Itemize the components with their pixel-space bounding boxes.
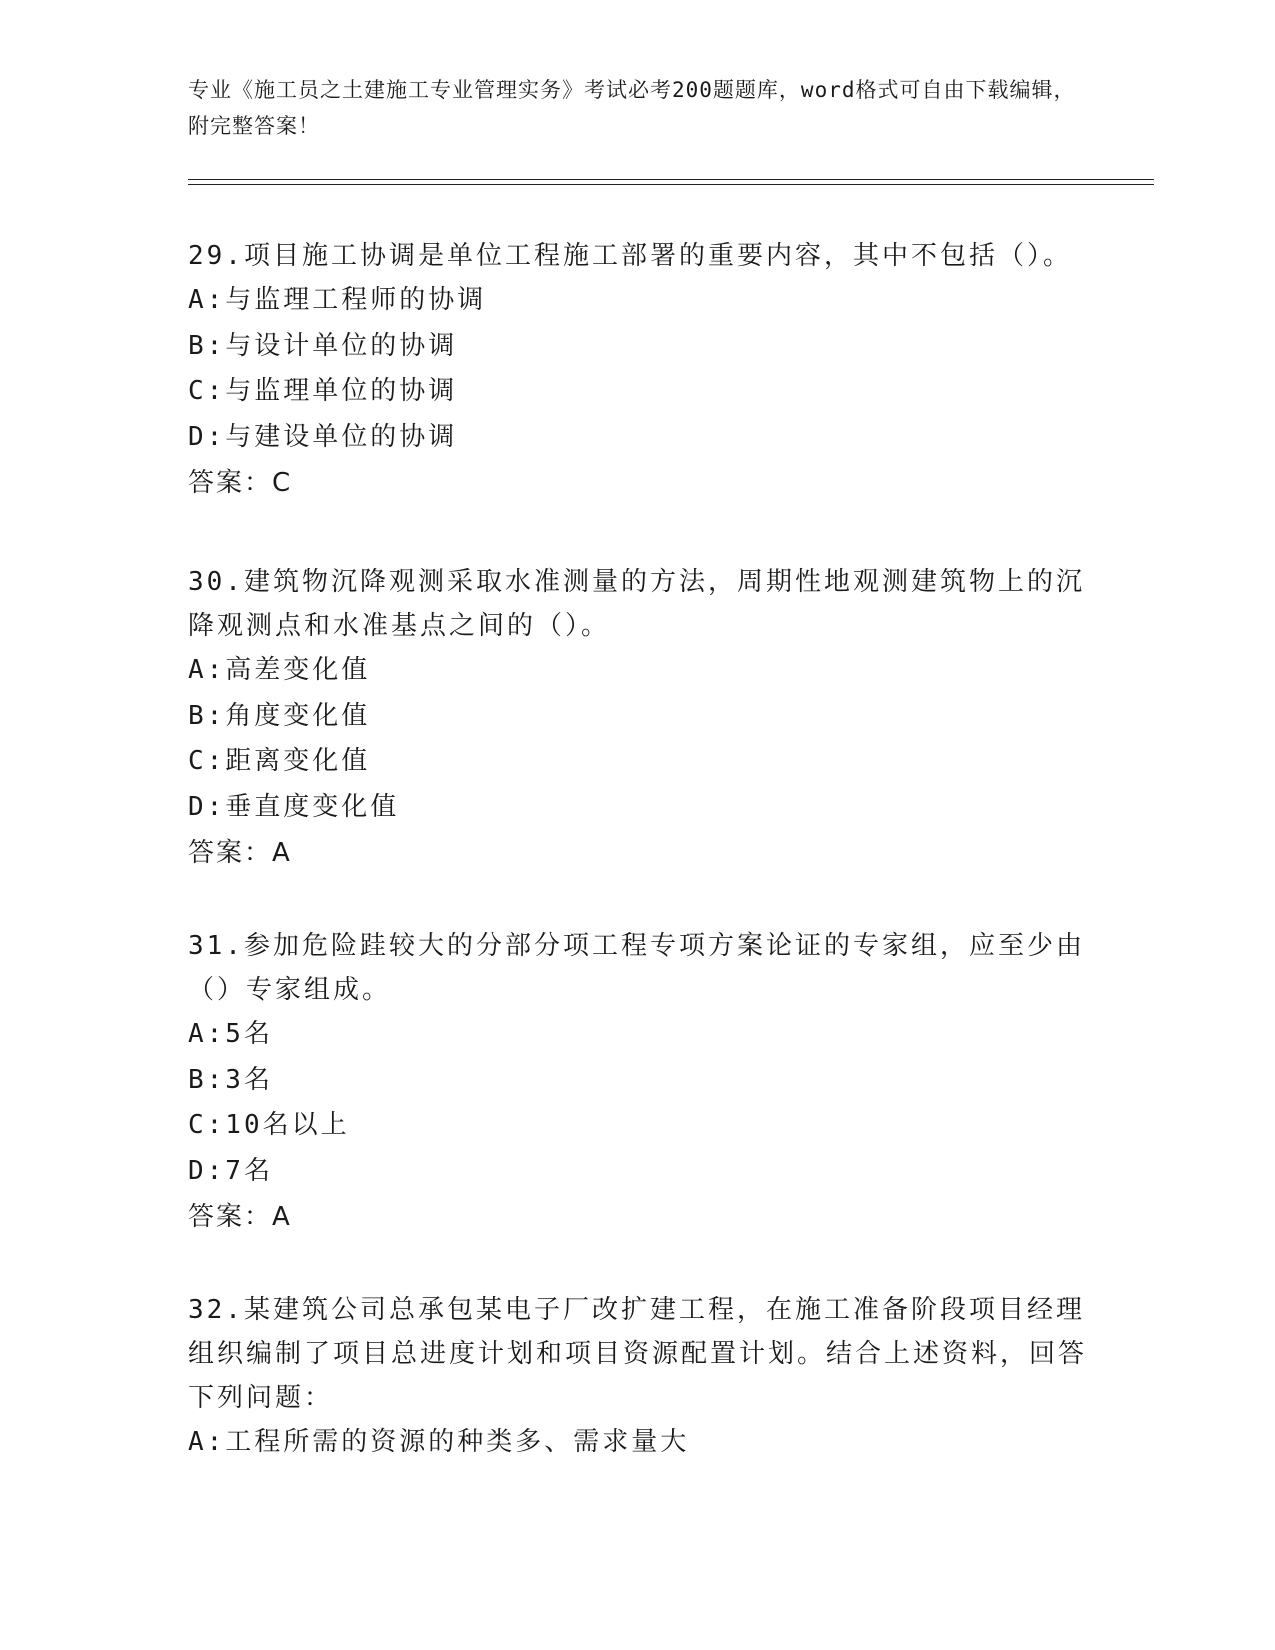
option-a: A:工程所需的资源的种类多、需求量大 [188, 1427, 690, 1457]
option-c: C:与监理单位的协调 [188, 376, 458, 406]
header-divider-top [188, 179, 1154, 180]
question-stem: 31.参加危险跬较大的分部分项工程专项方案论证的专家组，应至少由（）专家组成。 [188, 931, 1085, 1005]
option-d: D:垂直度变化值 [188, 791, 400, 822]
option-d: D:与建设单位的协调 [188, 421, 458, 452]
option-d: D:7名 [188, 1155, 273, 1186]
option-a: A:高差变化值 [188, 655, 371, 685]
question-29 [188, 234, 1088, 506]
option-c: C:距离变化值 [188, 746, 371, 776]
question-stem: 29.项目施工协调是单位工程施工部署的重要内容，其中不包括（）。 [188, 241, 1072, 271]
question-stem: 32.某建筑公司总承包某电子厂改扩建工程，在施工准备阶段项目经理组织编制了项目总进度计划和项目资源配置计划。结合上述资料，回答下列问题： [188, 1295, 1088, 1413]
question-30 [188, 560, 1088, 876]
question-32 [188, 1288, 1088, 1466]
header-divider-bottom [188, 184, 1154, 185]
option-b: B:3名 [188, 1064, 273, 1095]
question-31 [188, 924, 1088, 1240]
answer: 答案：A [188, 1202, 292, 1232]
option-b: B:角度变化值 [188, 700, 371, 731]
document-header: 专业《施工员之土建施工专业管理实务》考试必考200题题库，word格式可自由下载编辑，附完整答案！ [188, 78, 1076, 138]
option-c: C:10名以上 [188, 1110, 350, 1140]
question-stem: 30.建筑物沉降观测采取水准测量的方法，周期性地观测建筑物上的沉降观测点和水准基点之间的（）。 [188, 567, 1085, 641]
option-b: B:与设计单位的协调 [188, 330, 458, 361]
answer: 答案：A [188, 838, 292, 868]
option-a: A:与监理工程师的协调 [188, 285, 487, 315]
answer: 答案：C [188, 468, 293, 498]
option-a: A:5名 [188, 1019, 273, 1049]
